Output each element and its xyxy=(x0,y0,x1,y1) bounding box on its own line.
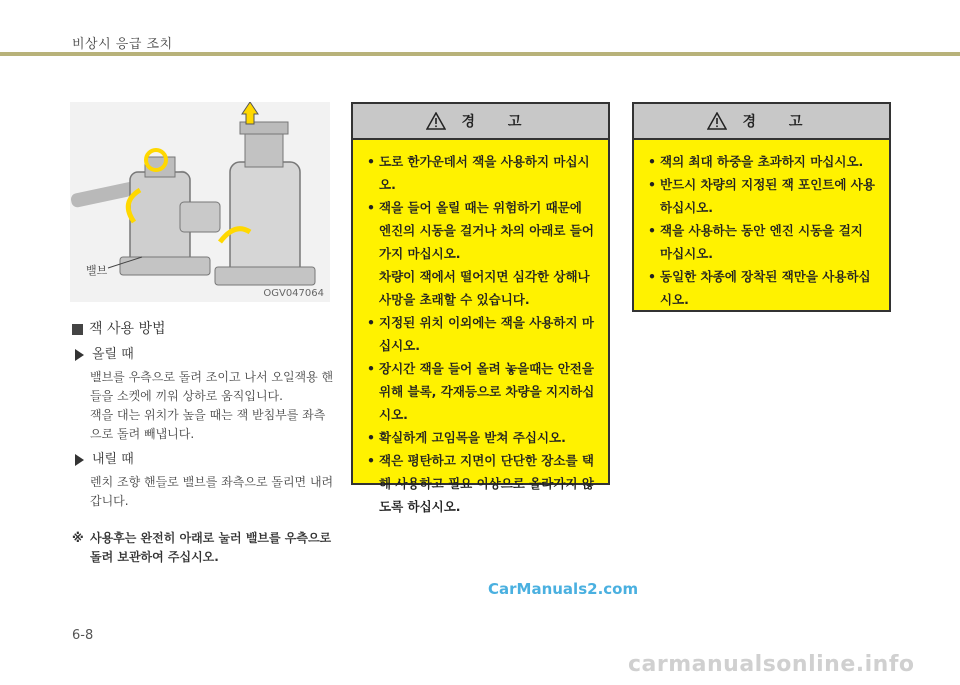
header-rule xyxy=(0,52,960,56)
jack-usage-section xyxy=(72,320,334,567)
list-item: • 도로 한가운데서 잭을 사용하지 마십시오. xyxy=(367,150,596,196)
lower-heading: 내릴 때 xyxy=(72,450,334,469)
jack-illustration xyxy=(70,102,330,302)
warning-box-2 xyxy=(632,102,891,312)
warning-header-2: 경 고 xyxy=(634,104,889,140)
raise-heading: 올릴 때 xyxy=(72,345,334,364)
list-item: • 잭의 최대 하중을 초과하지 마십시오. xyxy=(648,150,877,173)
section-title: 잭 사용 방법 xyxy=(72,320,334,339)
storage-note xyxy=(72,529,334,567)
list-item: • 확실하게 고임목을 받쳐 주십시오. xyxy=(367,426,596,449)
list-item: • 반드시 차량의 지정된 잭 포인트에 사용하십시오. xyxy=(648,173,877,219)
list-item: • 잭을 사용하는 동안 엔진 시동을 걸지 마십시오. xyxy=(648,219,877,265)
warning-box-1 xyxy=(351,102,610,514)
triangle-bullet-icon xyxy=(75,349,84,361)
figure-code: OGV047064 xyxy=(263,288,324,299)
valve-label: 밸브 xyxy=(86,264,108,277)
list-item: • 지정된 위치 이외에는 잭을 사용하지 마십시오. xyxy=(367,311,596,357)
list-item: • 잭은 평탄하고 지면이 단단한 장소를 택해 사용하고 필요 이상으로 올라가지 않도록 하십시오. xyxy=(367,449,596,518)
chapter-title: 비상시 응급 조치 xyxy=(72,37,173,52)
note-text: 사용후는 완전히 아래로 눌러 밸브를 우측으로 돌려 보관하여 주십시오. xyxy=(90,531,332,564)
raise-paragraph-2: 잭을 대는 위치가 높을 때는 잭 받침부를 좌측으로 돌려 빼냅니다. xyxy=(90,408,326,441)
page-number: 6-8 xyxy=(72,628,94,643)
note-mark: ※ xyxy=(72,531,84,545)
square-bullet-icon xyxy=(72,324,83,335)
lower-paragraph-1: 렌치 조향 핸들로 밸브를 좌측으로 돌리면 내려 갑니다. xyxy=(90,475,334,508)
raise-paragraph-1: 밸브를 우측으로 돌려 조이고 나서 오일잭용 핸들을 소켓에 끼워 상하로 움직입니다. xyxy=(90,370,334,403)
page-header xyxy=(0,0,960,56)
list-item: • 잭을 들어 올릴 때는 위험하기 때문에 엔진의 시동을 걸거나 차의 아래로 들어가지 마십시오. xyxy=(367,196,596,265)
list-item: • 장시간 잭을 들어 올려 놓을때는 안전을 위해 블록, 각재등으로 차량을 지지하십시오. xyxy=(367,357,596,426)
warning-list-2 xyxy=(634,140,889,321)
warning-triangle-icon xyxy=(707,112,727,130)
list-item: 차량이 잭에서 떨어지면 심각한 상해나 사망을 초래할 수 있습니다. xyxy=(379,269,590,307)
watermark-carmanuals2[interactable]: CarManuals2.com xyxy=(488,580,639,598)
warning-header-1: 경 고 xyxy=(353,104,608,140)
list-item: • 동일한 차종에 장착된 잭만을 사용하십시오. xyxy=(648,265,877,311)
jack-figure xyxy=(70,102,330,302)
warning-triangle-icon xyxy=(426,112,446,130)
warning-list-1 xyxy=(353,140,608,528)
watermark-carmanualsonline: carmanualsonline.info xyxy=(628,652,915,677)
triangle-bullet-icon xyxy=(75,454,84,466)
